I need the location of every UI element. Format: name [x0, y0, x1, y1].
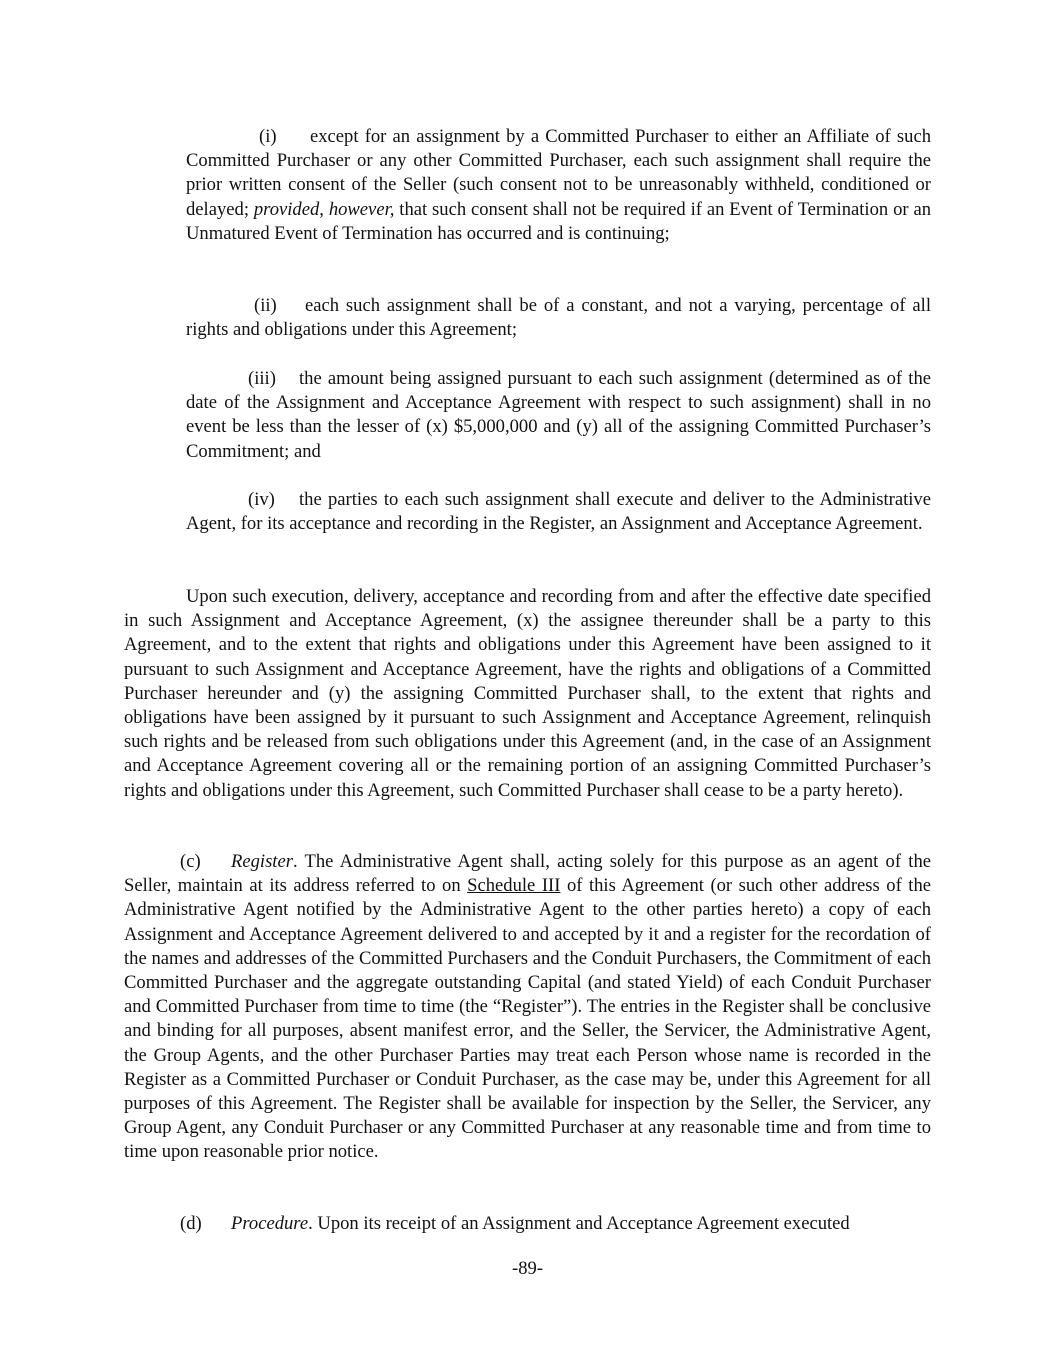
- clause-text: that such consent shall not be required if an Event of Termination or an Unmatured Event of Termination has occurred and is continuing;: [186, 198, 931, 244]
- upon-paragraph: [124, 585, 931, 803]
- clause-number: (ii): [254, 295, 277, 316]
- section-heading: Procedure: [231, 1213, 309, 1234]
- section-text: . The Administrative Agent shall, acting solely for this purpose as an agent of the Seller, maintain at its address referred to on: [124, 851, 931, 897]
- clause-number: (iv): [248, 489, 275, 510]
- paragraph-text: Upon such execution, delivery, acceptance and recording from and after the effective date specified in such Assignment and Acceptance Agreement, (x) the assignee thereunder shall be a party to this Agreement, and to the extent that rights and obligations under this Agreement have been assigned to it pursuant to such Assignment and Acceptance Agreement, have the rights and obligations of a Committed Purchaser hereunder and (y) the assigning Committed Purchaser shall, to the extent that rights and obligations have been assigned by it pursuant to such Assignment and Acceptance Agreement, relinquish such rights and be released from such obligations under this Agreement (and, in the case of an Assignment and Acceptance Agreement covering all or the remaining portion of an assigning Committed Purchaser’s rights and obligations under this Agreement, such Committed Purchaser shall cease to be a party hereto).: [124, 586, 931, 801]
- section-number: (c): [180, 851, 201, 872]
- section-heading: Register: [231, 851, 293, 872]
- proviso-text: provided, however,: [253, 198, 395, 220]
- clause-text: except for an assignment by a Committed Purchaser to either an Affiliate of such Committed Purchaser or any other Committed Purchaser, each such assignment shall require the prior written consent of the Seller (such consent not to be unreasonably withheld, conditioned or delayed;: [186, 126, 931, 220]
- clause-iv: [186, 488, 931, 536]
- clause-text: each such assignment shall be of a constant, and not a varying, percentage of all rights and obligations under this Agreement;: [186, 295, 931, 341]
- section-d-procedure: [124, 1212, 931, 1236]
- section-text: of this Agreement (or such other address of the Administrative Agent notified by the Administrative Agent to the other parties hereto) a copy of each Assignment and Acceptance Agreement delivered to and accepted by it and a register for the recordation of the names and addresses of the Committed Purchasers and the Conduit Purchasers, the Commitment of each Committed Purchaser and the aggregate outstanding Capital (and stated Yield) of each Conduit Purchaser and Committed Purchaser from time to time (the “Register”). The entries in the Register shall be conclusive and binding for all purposes, absent manifest error, and the Seller, the Servicer, the Administrative Agent, the Group Agents, and the other Purchaser Parties may treat each Person whose name is recorded in the Register as a Committed Purchaser or Conduit Purchaser, as the case may be, under this Agreement for all purposes of this Agreement. The Register shall be available for inspection by the Seller, the Servicer, any Group Agent, any Conduit Purchaser or any Committed Purchaser at any reasonable time and from time to time upon reasonable prior notice.: [124, 875, 931, 1163]
- page-number: -89-: [512, 1258, 543, 1279]
- clause-text: the parties to each such assignment shall execute and deliver to the Administrative Agent, for its acceptance and recording in the Register, an Assignment and Acceptance Agreement.: [186, 489, 931, 535]
- section-number: (d): [180, 1213, 202, 1234]
- clause-iii: [186, 367, 931, 464]
- clause-number: (i): [259, 126, 277, 147]
- clause-text: the amount being assigned pursuant to each such assignment (determined as of the date of the Assignment and Acceptance Agreement with respect to such assignment) shall in no event be less than the lesser of (x) $5,000,000 and (y) all of the assigning Committed Purchaser’s Commitment; and: [186, 368, 931, 462]
- section-c-register: [124, 850, 931, 1165]
- schedule-reference: Schedule III: [467, 875, 561, 897]
- clause-ii: [186, 294, 931, 342]
- clause-number: (iii): [248, 368, 276, 389]
- clause-i: [186, 125, 931, 246]
- section-text: . Upon its receipt of an Assignment and Acceptance Agreement executed: [308, 1213, 850, 1234]
